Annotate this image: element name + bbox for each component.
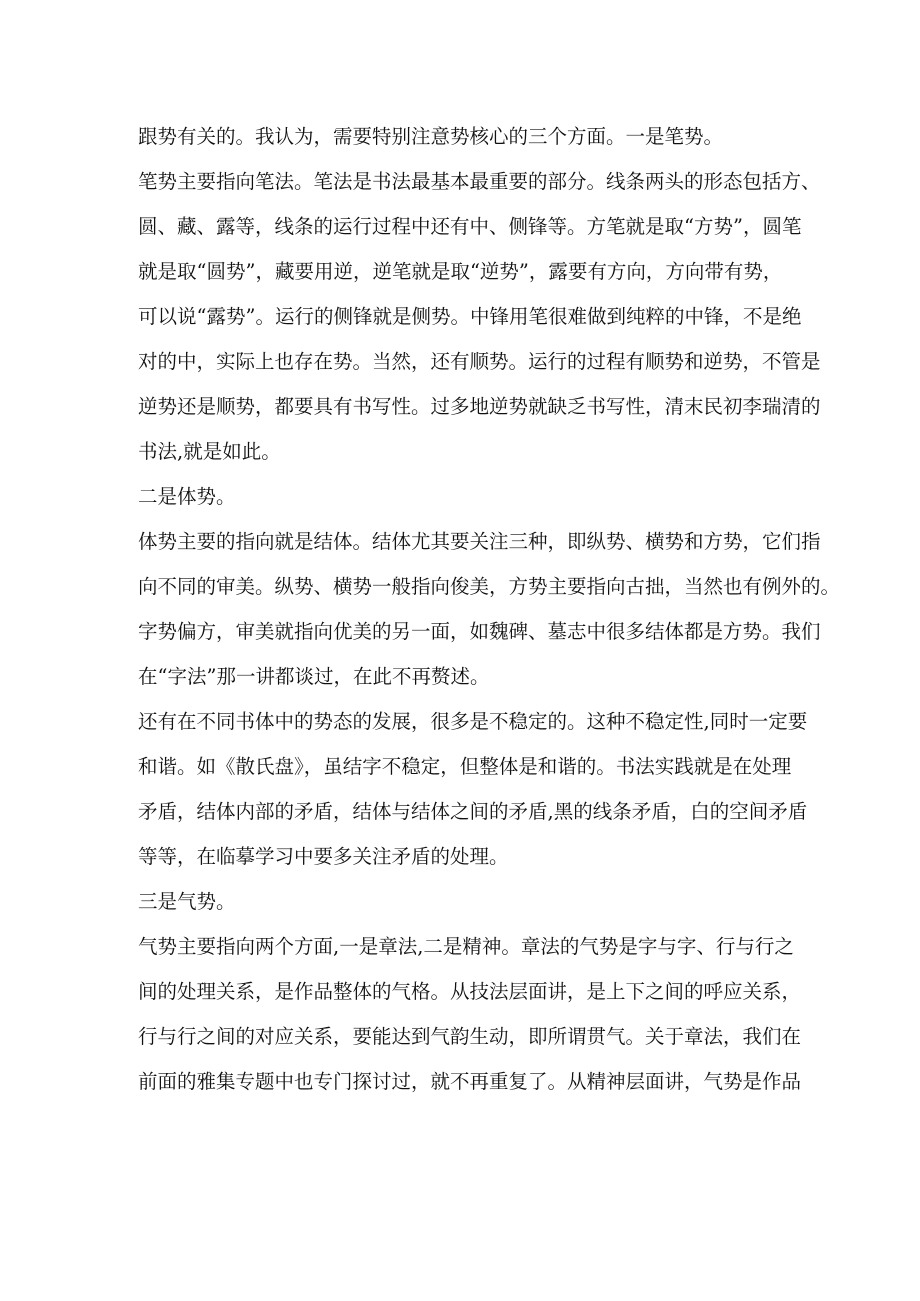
text-line: 就是取“圆势”，藏要用逆，逆笔就是取“逆势”，露要有方向，方向带有势， [138, 260, 783, 283]
text-line: 还有在不同书体中的势态的发展，很多是不稳定的。这种不稳定性,同时一定要 [138, 710, 808, 733]
text-line: 和谐。如《散氏盘》，虽结字不稳定，但整体是和谐的。书法实践就是在处理 [138, 755, 792, 778]
section-heading: 二是体势。 [138, 485, 236, 508]
text-line: 逆势还是顺势，都要具有书写性。过多地逆势就缺乏书写性，清末民初李瑞清的 [138, 395, 821, 418]
text-line: 在“字法”那一讲都谈过，在此不再赘述。 [138, 665, 490, 688]
text-line: 跟势有关的。我认为，需要特别注意势核心的三个方面。一是笔势。 [138, 125, 724, 148]
body-text [138, 114, 841, 1104]
text-line: 字势偏方，审美就指向优美的另一面，如魏碑、墓志中很多结体都是方势。我们 [138, 620, 821, 643]
text-line: 笔势主要指向笔法。笔法是书法最基本最重要的部分。线条两头的形态包括方、 [138, 170, 821, 193]
section-heading: 三是气势。 [138, 890, 236, 913]
text-line: 行与行之间的对应关系，要能达到气韵生动，即所谓贯气。关于章法，我们在 [138, 1025, 802, 1048]
text-line: 矛盾，结体内部的矛盾，结体与结体之间的矛盾,黑的线条矛盾，白的空间矛盾 [138, 800, 808, 823]
text-line: 对的中，实际上也存在势。当然，还有顺势。运行的过程有顺势和逆势，不管是 [138, 350, 821, 373]
text-line: 前面的雅集专题中也专门探讨过，就不再重复了。从精神层面讲，气势是作品 [138, 1070, 802, 1093]
text-line: 间的处理关系，是作品整体的气格。从技法层面讲，是上下之间的呼应关系， [138, 980, 802, 1003]
text-line: 向不同的审美。纵势、横势一般指向俊美，方势主要指向古拙，当然也有例外的。 [138, 575, 841, 598]
text-line: 气势主要指向两个方面,一是章法,二是精神。章法的气势是字与字、行与行之 [138, 935, 794, 958]
text-line: 体势主要的指向就是结体。结体尤其要关注三种，即纵势、横势和方势，它们指 [138, 530, 821, 553]
text-line: 可以说“露势”。运行的侧锋就是侧势。中锋用笔很难做到纯粹的中锋，不是绝 [138, 305, 802, 328]
text-line: 等等，在临摹学习中要多关注矛盾的处理。 [138, 845, 509, 868]
text-line: 圆、藏、露等，线条的运行过程中还有中、侧锋等。方笔就是取“方势”，圆笔 [138, 215, 802, 238]
text-line: 书法,就是如此。 [138, 440, 281, 463]
